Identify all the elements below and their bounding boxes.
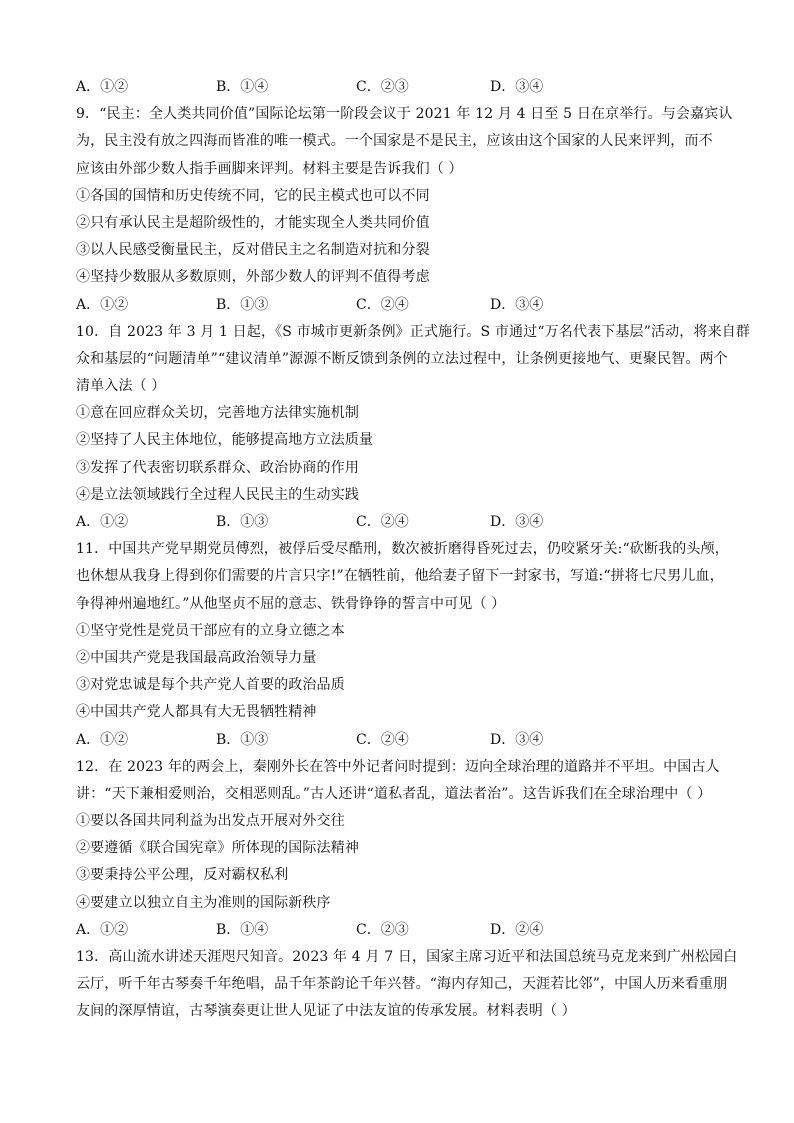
q10-item: ③发挥了代表密切联系群众、政治协商的作用 <box>76 459 359 476</box>
q9-option-c: C．②④ <box>356 296 409 313</box>
q11-options <box>76 727 726 754</box>
q11-option-c: C．②④ <box>356 731 409 748</box>
q11-item: ②中国共产党是我国最高政治领导力量 <box>76 649 317 666</box>
q10-stem-line: 众和基层的“问题清单”“建议清单”源源不断反馈到条例的立法过程中，让条例更接地气、更聚民智。两个 <box>76 350 728 367</box>
q9-options <box>76 292 726 319</box>
q13-stem-line: 云厅，听千年古琴奏千年绝唱，品千年茶韵论千年兴替。“海内存知己，天涯若比邻”，中国人历来看重朋 <box>76 976 728 993</box>
q9-item: ②只有承认民主是超阶级性的，才能实现全人类共同价值 <box>76 214 430 231</box>
q9-item: ④坚持少数服从多数原则，外部少数人的评判不值得考虑 <box>76 269 430 286</box>
q11-option-b: B．①③ <box>216 731 269 748</box>
q12-stem-line: 讲：“天下兼相爱则治，交相恶则乱。”古人还讲“道私者乱，道法者治”。这告诉我们在全球治理中（ ） <box>76 785 712 802</box>
q13-stem-line: 友间的深厚情谊，古琴演奏更让世人见证了中法友谊的传承发展。材料表明（ ） <box>76 1003 576 1020</box>
q12-item: ③要秉持公平公理，反对霸权私利 <box>76 867 289 884</box>
q8-options <box>76 74 726 101</box>
q10-option-b: B．①③ <box>216 514 269 530</box>
q9-item: ③以人民感受衡量民主，反对借民主之名制造对抗和分裂 <box>76 242 430 259</box>
q12-option-c: C．②③ <box>356 921 409 938</box>
q8-option-c: C．②③ <box>356 79 409 95</box>
q10-option-a: A．①② <box>76 514 129 530</box>
q8-option-d: D．③④ <box>490 79 544 95</box>
q11-stem-line: 也休想从我身上得到你们需要的片言只字!”在牺牲前，他给妻子留下一封家书，写道:“拼将七尺男儿血， <box>76 568 724 585</box>
q9-stem-line: 应该由外部少数人指手画脚来评判。材料主要是告诉我们（ ） <box>76 160 463 177</box>
q10-item: ②坚持了人民主体地位，能够提高地方立法质量 <box>76 432 374 449</box>
q8-option-a: A．①② <box>76 79 129 95</box>
q12-item: ①要以各国共同利益为出发点开展对外交往 <box>76 813 345 830</box>
q9-stem-line: 为，民主没有放之四海而皆准的唯一模式。一个国家是不是民主，应该由这个国家的人民来评判，而不 <box>76 133 713 150</box>
q10-item: ④是立法领域践行全过程人民民主的生动实践 <box>76 486 359 503</box>
q11-item: ④中国共产党人都具有大无畏牺牲精神 <box>76 704 317 721</box>
q13-stem-line: 13．高山流水讲述天涯咫尺知音。2023 年 4 月 7 日，国家主席习近平和法国总统马克龙来到广州松园白 <box>76 949 738 965</box>
q11-stem-line: 11．中国共产党早期党员傅烈，被俘后受尽酷刑，数次被折磨得昏死过去，仍咬紧牙关:“砍断我的头颅， <box>76 541 729 558</box>
q12-option-a: A．①② <box>76 921 129 938</box>
q12-item: ②要遵循《联合国宪章》所体现的国际法精神 <box>76 840 359 857</box>
q11-option-a: A．①② <box>76 731 129 748</box>
q9-stem-line: 9．“民主：全人类共同价值”国际论坛第一阶段会议于 2021 年 12 月 4 日至 5 日在京举行。与会嘉宾认 <box>76 106 733 123</box>
q10-item: ①意在回应群众关切，完善地方法律实施机制 <box>76 405 359 422</box>
q10-stem-line: 10．自 2023 年 3 月 1 日起，《S 市城市更新条例》正式施行。S 市通过“万名代表下基层”活动，将来自群 <box>76 323 751 340</box>
page-content <box>76 74 751 1026</box>
q10-options <box>76 509 726 536</box>
q10-option-c: C．②④ <box>356 514 409 530</box>
q9-item: ①各国的国情和历史传统不同，它的民主模式也可以不同 <box>76 187 430 204</box>
q9-option-d: D．③④ <box>490 296 544 313</box>
q10-option-d: D．③④ <box>490 514 544 530</box>
q12-option-b: B．①④ <box>216 921 269 938</box>
q11-item: ③对党忠诚是每个共产党人首要的政治品质 <box>76 677 345 694</box>
q9-option-a: A．①② <box>76 296 129 313</box>
q11-item: ①坚守党性是党员干部应有的立身立德之本 <box>76 622 345 639</box>
q10-stem-line: 清单入法（ ） <box>76 378 166 395</box>
q12-options <box>76 917 726 944</box>
q11-stem-line: 争得神州遍地红。”从他坚贞不屈的意志、铁骨铮铮的誓言中可见（ ） <box>76 595 506 612</box>
q12-stem-line: 12．在 2023 年的两会上，秦刚外长在答中外记者问时提到：迈向全球治理的道路并不平坦。中国古人 <box>76 758 720 775</box>
q8-option-b: B．①④ <box>216 79 269 95</box>
q12-option-d: D．②④ <box>490 921 544 938</box>
q11-option-d: D．③④ <box>490 731 544 748</box>
q9-option-b: B．①③ <box>216 296 269 313</box>
q12-item: ④要建立以独立自主为准则的国际新秩序 <box>76 894 331 911</box>
